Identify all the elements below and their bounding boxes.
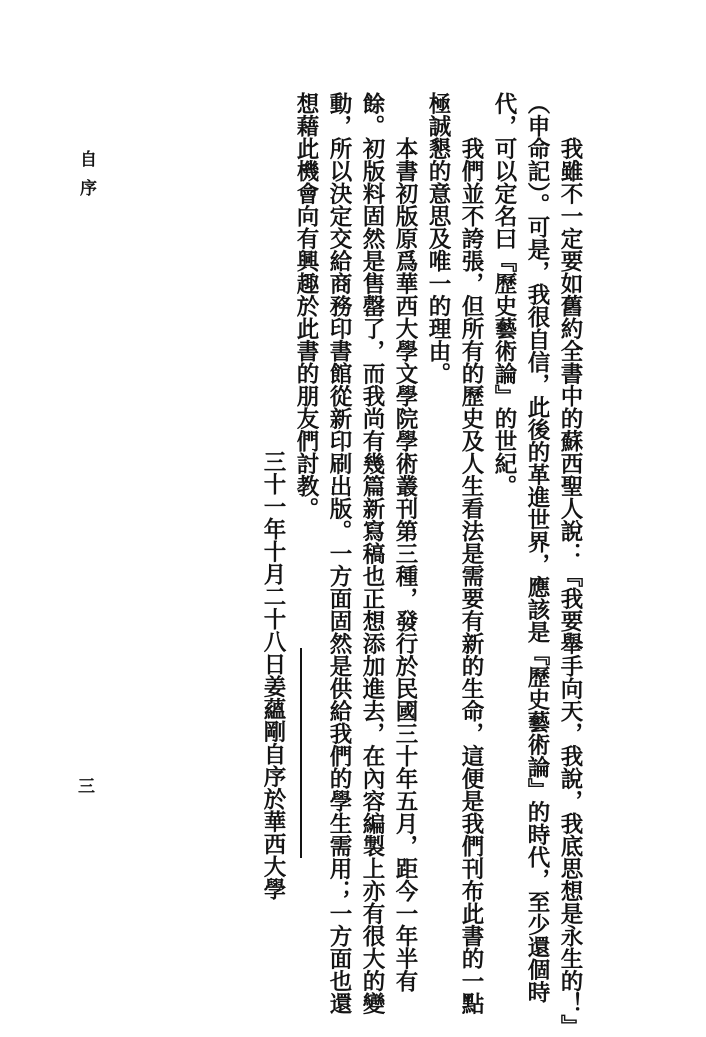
text-column-1: 我雖不一定要如舊約全書中的蘇西聖人說：『我要舉手向天，我說，我底思想是永生的！』 [557, 137, 583, 1037]
text-column-9: 想藉此機會向有興趣於此書的朋友們討教。 [293, 92, 319, 520]
page-number: 三 [78, 777, 95, 797]
text-column-6: 本書初版原爲華西大學文學院學術叢刊第三種，發行於民國三十年五月，距今一年半有 [392, 137, 418, 992]
text-column-8: 動，所以決定交給商務印書館從新印刷出版。一方面固然是供給我們的學生需用；一方面也還 [326, 92, 352, 1015]
text-column-2: （申命記）。可是，我很自信，此後的革進世界，應該是『歷史藝術論』的時代，至少還個時 [524, 92, 550, 1004]
signature-underline [300, 648, 302, 858]
text-column-7: 餘。初版料固然是售罄了，而我尚有幾篇新寫稿也正想添加進去，在內容編製上亦有很大的變 [359, 92, 385, 1015]
text-column-5: 極誠懇的意思及唯一的理由。 [425, 92, 451, 385]
signature-date: 三十一年十月二十八日 [260, 450, 286, 675]
signature-place: 自序於華西大學 [260, 742, 286, 900]
running-header: 自序 [76, 150, 96, 208]
signature-author: 姜蘊剛 [260, 675, 286, 743]
text-column-4: 我們並不誇張，但所有的歷史及人生看法是需要有新的生命，這便是我們刊布此書的一點 [458, 137, 484, 1015]
signature-column [258, 450, 288, 900]
text-column-3: 代，可以定名曰『歷史藝術論』的世紀。 [491, 92, 517, 497]
